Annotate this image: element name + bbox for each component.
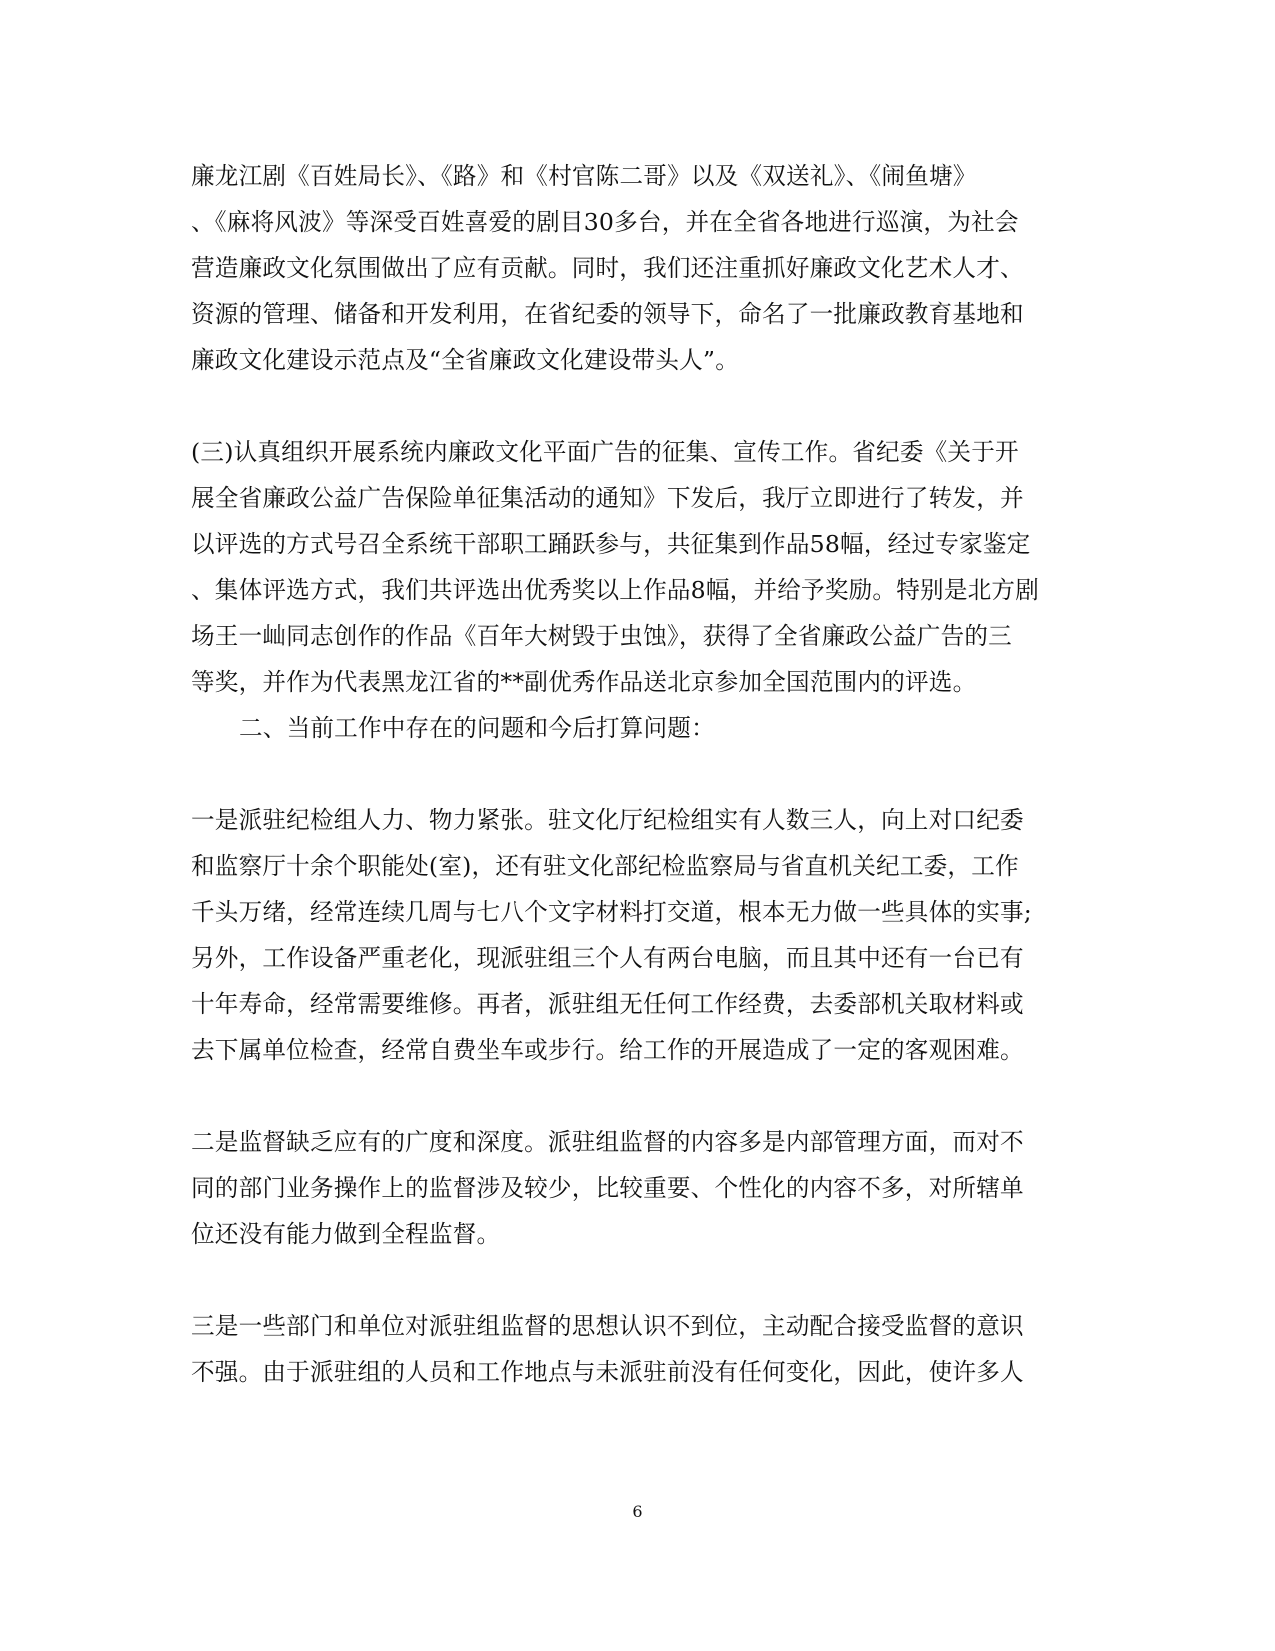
text-line: (三)认真组织开展系统内廉政文化平面广告的征集、宣传工作。省纪委《关于开 (191, 438, 1019, 466)
text-line: 、集体评选方式，我们共评选出优秀奖以上作品8幅，并给予奖励。特别是北方剧 (191, 576, 1039, 604)
text-line: 三是一些部门和单位对派驻组监督的思想认识不到位，主动配合接受监督的意识 (191, 1312, 1024, 1340)
text-line: 千头万绪，经常连续几周与七八个文字材料打交道，根本无力做一些具体的实事; (191, 898, 1032, 926)
text-line: 二是监督缺乏应有的广度和深度。派驻组监督的内容多是内部管理方面，而对不 (191, 1128, 1024, 1156)
text-line: 去下属单位检查，经常自费坐车或步行。给工作的开展造成了一定的客观困难。 (191, 1036, 1024, 1064)
text-line: 、《麻将风波》等深受百姓喜爱的剧目30多台，并在全省各地进行巡演，为社会 (191, 208, 1019, 236)
text-line: 等奖，并作为代表黑龙江省的**副优秀作品送北京参加全国范围内的评选。 (191, 668, 977, 696)
section-heading: 二、当前工作中存在的问题和今后打算问题： (239, 714, 715, 742)
page-number: 6 (632, 1502, 643, 1521)
text-line: 廉政文化建设示范点及“全省廉政文化建设带头人”。 (191, 346, 739, 374)
text-line: 位还没有能力做到全程监督。 (191, 1220, 501, 1248)
text-line: 和监察厅十余个职能处(室)，还有驻文化部纪检监察局与省直机关纪工委，工作 (191, 852, 1019, 880)
text-line: 展全省廉政公益广告保险单征集活动的通知》下发后，我厅立即进行了转发，并 (191, 484, 1024, 512)
text-line: 廉龙江剧《百姓局长》、《路》和《村官陈二哥》以及《双送礼》、《闹鱼塘》 (191, 162, 977, 190)
text-line: 资源的管理、储备和开发利用，在省纪委的领导下，命名了一批廉政教育基地和 (191, 300, 1024, 328)
text-line: 以评选的方式号召全系统干部职工踊跃参与，共征集到作品58幅，经过专家鉴定 (191, 530, 1031, 558)
text-line: 另外，工作设备严重老化，现派驻组三个人有两台电脑，而且其中还有一台已有 (191, 944, 1024, 972)
text-line: 十年寿命，经常需要维修。再者，派驻组无任何工作经费，去委部机关取材料或 (191, 990, 1024, 1018)
text-line: 场王一屾同志创作的作品《百年大树毁于虫蚀》，获得了全省廉政公益广告的三 (191, 622, 1012, 650)
text-line: 同的部门业务操作上的监督涉及较少，比较重要、个性化的内容不多，对所辖单 (191, 1174, 1024, 1202)
text-line: 营造廉政文化氛围做出了应有贡献。同时，我们还注重抓好廉政文化艺术人才、 (191, 254, 1024, 282)
text-line: 不强。由于派驻组的人员和工作地点与未派驻前没有任何变化，因此，使许多人 (191, 1358, 1024, 1386)
text-line: 一是派驻纪检组人力、物力紧张。驻文化厅纪检组实有人数三人，向上对口纪委 (191, 806, 1024, 834)
